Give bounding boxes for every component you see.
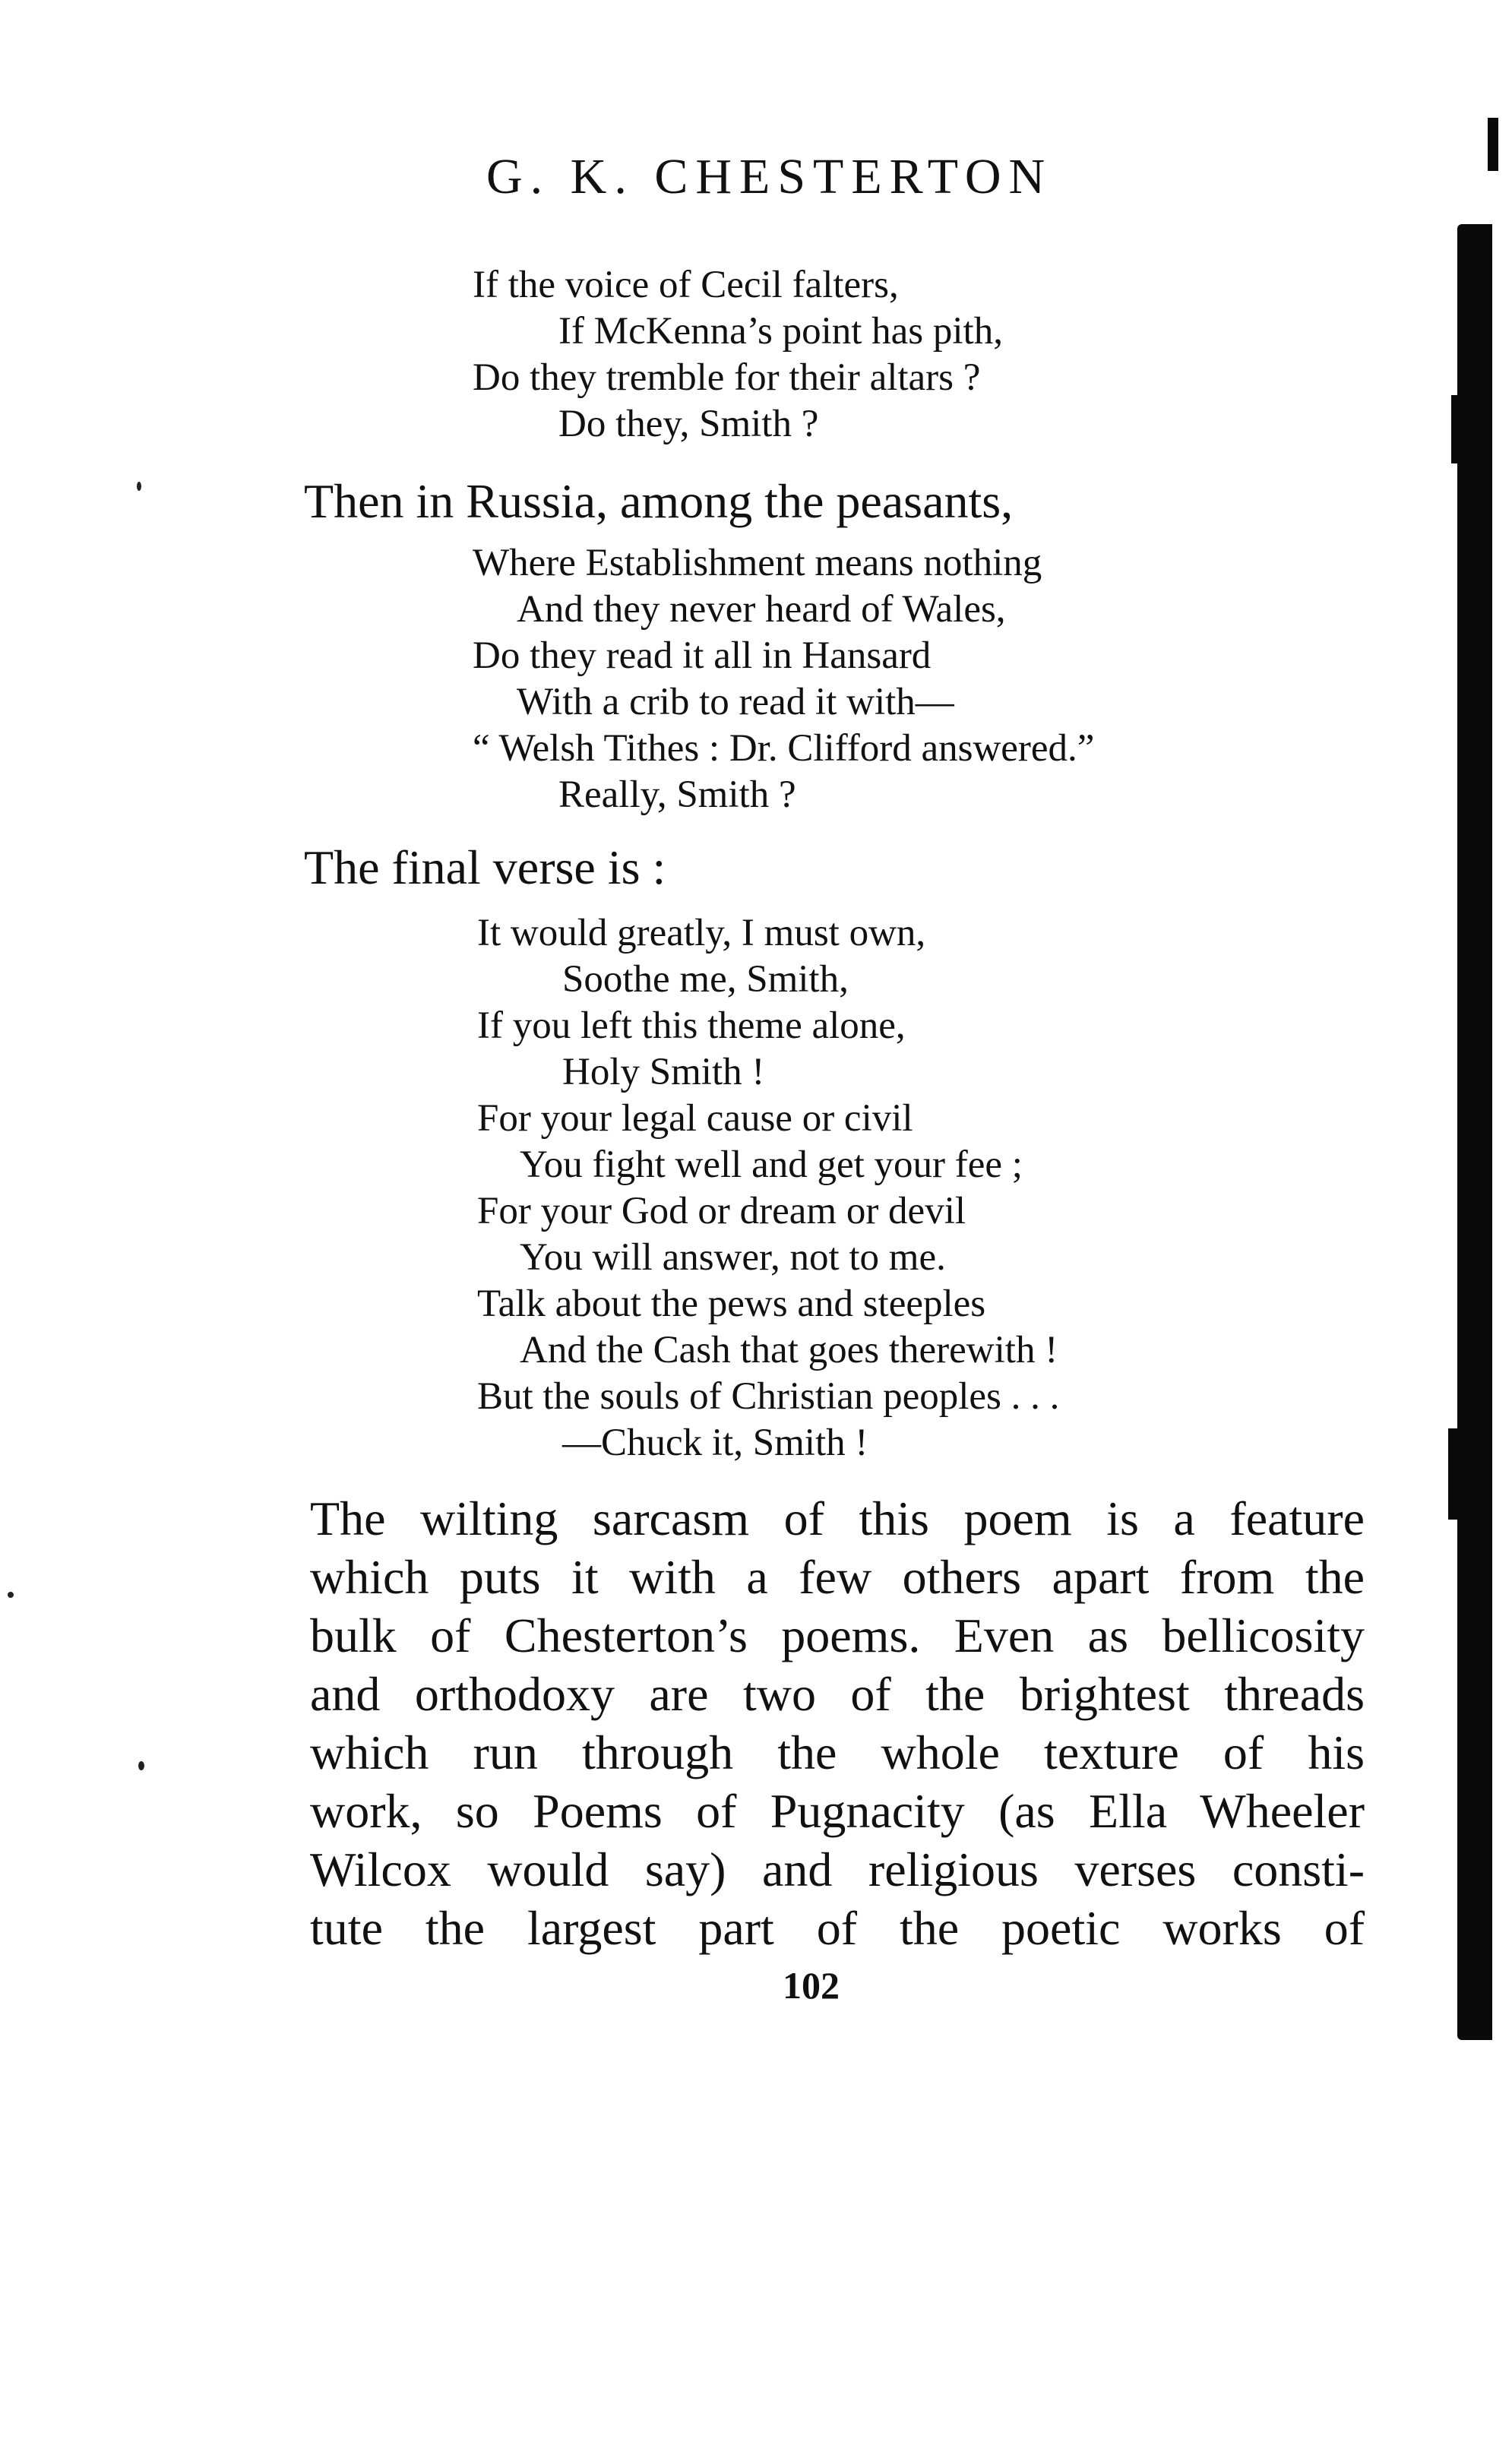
- prose-line-final-verse: The final verse is :: [304, 840, 666, 894]
- verse-line: It would greatly, I must own,: [477, 912, 926, 954]
- scan-speck: [137, 482, 141, 491]
- verse-line: You fight well and get your fee ;: [520, 1143, 1023, 1186]
- scan-edge-mark-top: [1488, 118, 1498, 171]
- verse-line: Really, Smith ?: [558, 773, 796, 816]
- verse-line: And the Cash that goes therewith !: [520, 1329, 1058, 1371]
- verse-line: “ Welsh Tithes : Dr. Clifford answered.”: [473, 727, 1095, 770]
- verse-line: Soothe me, Smith,: [562, 958, 849, 1001]
- verse-line: If you left this theme alone,: [477, 1004, 906, 1047]
- scan-speck: [8, 1592, 14, 1598]
- running-header: G. K. CHESTERTON: [486, 149, 1053, 204]
- page-number: 102: [783, 1964, 840, 2007]
- verse-line: If the voice of Cecil falters,: [473, 264, 899, 306]
- paragraph-line: tute the largest part of the poetic works of: [310, 1901, 1365, 1955]
- verse-line: Do they, Smith ?: [558, 403, 819, 445]
- paragraph-line: bulk of Chesterton’s poems. Even as bellicosity: [310, 1608, 1365, 1662]
- verse-line: If McKenna’s point has pith,: [558, 310, 1003, 353]
- verse-line: And they never heard of Wales,: [517, 588, 1006, 631]
- verse-line: Holy Smith !: [562, 1051, 765, 1093]
- verse-line: Where Establishment means nothing: [473, 542, 1042, 584]
- verse-line: You will answer, not to me.: [520, 1236, 946, 1279]
- prose-line-russia: Then in Russia, among the peasants,: [304, 474, 1014, 528]
- verse-line: With a crib to read it with—: [517, 681, 954, 723]
- scan-speck: [138, 1761, 144, 1770]
- scan-edge-shadow: [1457, 224, 1492, 2040]
- paragraph-line: and orthodoxy are two of the brightest threads: [310, 1667, 1365, 1721]
- body-paragraph: [310, 1489, 1365, 1957]
- paragraph-line: Wilcox would say) and religious verses consti-: [310, 1842, 1365, 1896]
- verse-line: But the souls of Christian peoples . . .: [477, 1375, 1060, 1418]
- paragraph-line: The wilting sarcasm of this poem is a feature: [310, 1491, 1365, 1545]
- paragraph-line: which run through the whole texture of his: [310, 1725, 1365, 1779]
- verse-line: Talk about the pews and steeples: [477, 1283, 986, 1325]
- verse-line: Do they tremble for their altars ?: [473, 356, 981, 399]
- verse-line: For your legal cause or civil: [477, 1097, 913, 1140]
- scan-edge-notch: [1448, 1428, 1460, 1520]
- verse-line: —Chuck it, Smith !: [562, 1422, 868, 1464]
- scan-edge-notch: [1451, 395, 1462, 463]
- verse-line: For your God or dream or devil: [477, 1190, 966, 1232]
- paragraph-line: which puts it with a few others apart from the: [310, 1550, 1365, 1604]
- paragraph-line: work, so Poems of Pugnacity (as Ella Wheeler: [310, 1784, 1365, 1838]
- verse-line: Do they read it all in Hansard: [473, 634, 932, 677]
